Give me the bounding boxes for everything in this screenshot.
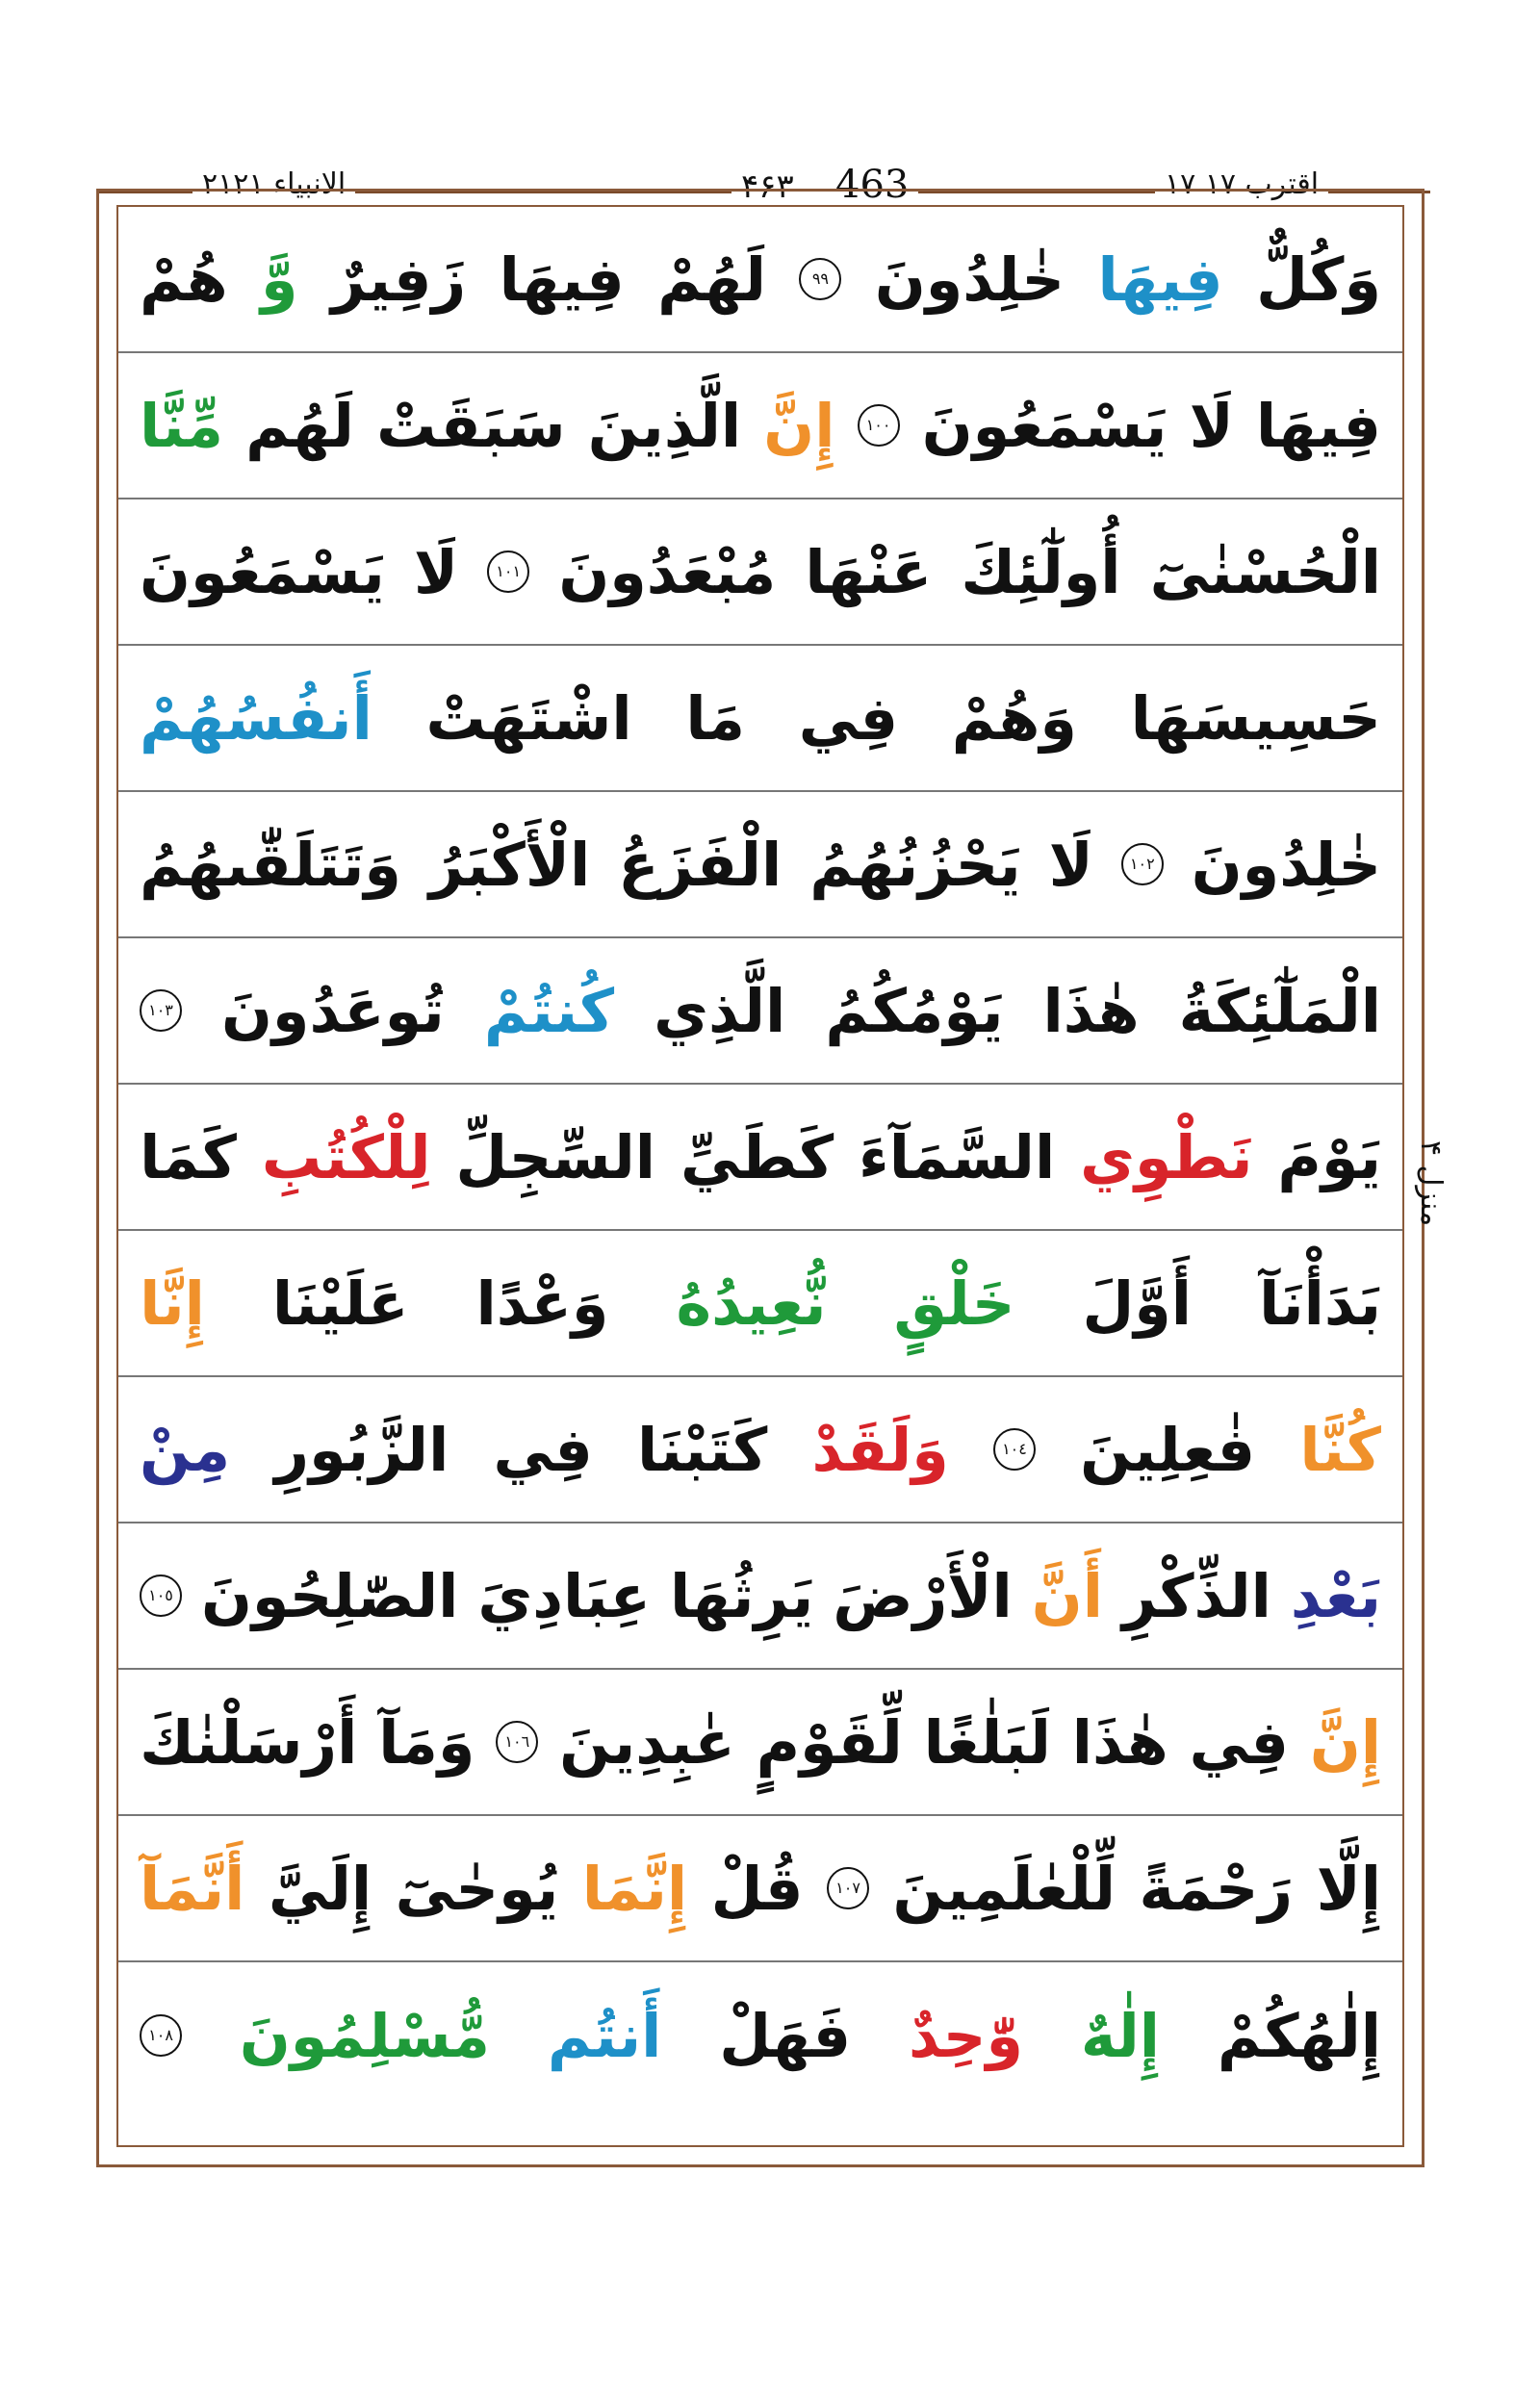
verse-word: وَعْدًا	[475, 1267, 609, 1339]
verse-word: نُّعِيدُهُ	[676, 1267, 827, 1339]
text-line	[118, 1377, 1402, 1523]
text-line	[118, 1670, 1402, 1816]
ayah-number-marker: ١٠٠	[858, 404, 900, 447]
verse-word: خٰلِدُونَ	[1191, 829, 1381, 900]
verse-word: مِّنَّا	[140, 390, 223, 461]
ayah-number-marker: ١٠٤	[993, 1428, 1036, 1471]
verse-word: أَنفُسُهُمْ	[140, 682, 372, 754]
verse-word: الْحُسْنٰىٓ	[1149, 536, 1381, 607]
text-line	[118, 792, 1402, 938]
text-line	[118, 1523, 1402, 1670]
text-line	[118, 499, 1402, 646]
verse-word: فِي	[798, 682, 899, 754]
verse-word: مِنْ	[140, 1414, 231, 1485]
ayah-number-marker: ١٠٦	[496, 1721, 538, 1763]
verse-word: يَحْزُنُهُمُ	[809, 829, 1021, 900]
verse-word: يَسْمَعُونَ	[921, 390, 1168, 461]
ayah-number-marker: ١٠٧	[827, 1867, 869, 1909]
ayah-number-marker: ٩٩	[799, 258, 841, 300]
verse-word: رَحْمَةً	[1139, 1853, 1294, 1924]
verse-word: الَّذِينَ	[587, 390, 742, 461]
verse-word: إِلَيَّ	[268, 1853, 372, 1924]
page-frame	[96, 189, 1424, 2167]
verse-word: سَبَقَتْ	[376, 390, 566, 461]
verse-word: يَوْمُكُمُ	[825, 975, 1004, 1046]
text-line	[118, 1231, 1402, 1377]
text-area	[116, 205, 1404, 2147]
verse-word: أَنَّ	[1031, 1560, 1103, 1631]
verse-word: كَتَبْنَا	[637, 1414, 768, 1485]
verse-word: الْأَكْبَرُ	[428, 829, 591, 900]
verse-word: الْمَلٰٓئِكَةُ	[1178, 975, 1381, 1046]
verse-word: زَفِيرٌ	[331, 243, 467, 315]
ayah-number-marker: ١٠٨	[140, 2014, 182, 2057]
verse-word: إِلَّا	[1316, 1853, 1381, 1924]
page-number-latin: 463	[835, 163, 910, 207]
verse-word: لَهُم	[245, 390, 354, 461]
verse-word: فِيهَا	[499, 243, 625, 315]
verse-word: كَطَيِّ	[680, 1121, 834, 1192]
verse-word: لَهُمْ	[657, 243, 766, 315]
verse-word: إِنَّ	[763, 390, 835, 461]
verse-word: تُوعَدُونَ	[221, 975, 445, 1046]
verse-word: لِّقَوْمٍ	[756, 1706, 903, 1778]
text-line	[118, 353, 1402, 499]
ayah-number-marker: ١٠٥	[140, 1575, 182, 1617]
verse-word: هُمْ	[140, 243, 228, 315]
verse-word: لِّلْعٰلَمِينَ	[892, 1853, 1116, 1924]
verse-word: فَهَلْ	[719, 2000, 852, 2071]
verse-word: مَا	[685, 682, 746, 754]
text-line	[118, 1085, 1402, 1231]
verse-word: نَطْوِي	[1080, 1121, 1253, 1192]
verse-word: وَتَتَلَقّٰىهُمُ	[140, 829, 401, 900]
verse-word: مُبْعَدُونَ	[558, 536, 777, 607]
verse-word: حَسِيسَهَا	[1130, 682, 1381, 754]
ayah-number-marker: ١٠١	[487, 550, 529, 593]
verse-word: كُنَّا	[1299, 1414, 1381, 1485]
verse-word: عَلَيْنَا	[271, 1267, 409, 1339]
verse-word: كُنتُمْ	[483, 975, 615, 1046]
verse-word: لَا	[1048, 829, 1093, 900]
surah-name: ۲۱الانبیاء ۲۱	[192, 164, 355, 206]
page-number-arabic: ۴۶۳	[741, 167, 794, 206]
ayah-number-marker: ١٠٣	[140, 989, 182, 1032]
verse-word: فِي	[1189, 1706, 1289, 1778]
verse-word: وَكُلٌّ	[1256, 243, 1381, 315]
verse-word: الَّذِي	[654, 975, 786, 1046]
text-line	[118, 207, 1402, 353]
para-name: ۱۷ اقترب ۱۷	[1155, 164, 1328, 206]
verse-word: يَسْمَعُونَ	[140, 536, 385, 607]
verse-word: إِنَّا	[140, 1267, 205, 1339]
verse-word: يُوحٰىٓ	[395, 1853, 559, 1924]
verse-word: هٰذَا	[1042, 975, 1140, 1046]
verse-word: السِّجِلِّ	[455, 1121, 656, 1192]
verse-word: اشْتَهَتْ	[425, 682, 632, 754]
text-line	[118, 1962, 1402, 2109]
verse-word: إِلٰهُكُمْ	[1217, 2000, 1381, 2071]
verse-word: فِيهَا	[1255, 390, 1381, 461]
verse-word: لَبَلٰغًا	[923, 1706, 1051, 1778]
verse-word: خَلْقٍ	[893, 1267, 1015, 1339]
verse-word: الزَّبُورِ	[274, 1414, 449, 1485]
verse-word: بَعْدِ	[1290, 1560, 1381, 1631]
verse-word: عٰبِدِينَ	[559, 1706, 735, 1778]
verse-word: فٰعِلِينَ	[1080, 1414, 1256, 1485]
verse-word: عَنْهَا	[805, 536, 933, 607]
verse-word: فِيهَا	[1097, 243, 1223, 315]
verse-word: خٰلِدُونَ	[874, 243, 1065, 315]
verse-word: وَمَآ	[378, 1706, 475, 1778]
verse-word: أَرْسَلْنٰكَ	[140, 1706, 358, 1778]
verse-word: الذِّكْرِ	[1121, 1560, 1271, 1631]
text-line	[118, 938, 1402, 1085]
verse-word: أَوَّلَ	[1082, 1267, 1193, 1339]
verse-word: قُلْ	[710, 1853, 804, 1924]
verse-word: وَهُمْ	[951, 682, 1077, 754]
verse-word: أَنَّمَآ	[140, 1853, 245, 1924]
text-line	[118, 1816, 1402, 1962]
verse-word: أَنتُم	[547, 2000, 662, 2071]
verse-word: يَوْمَ	[1277, 1121, 1381, 1192]
verse-word: الصّٰلِحُونَ	[200, 1560, 459, 1631]
verse-word: الْأَرْضَ	[833, 1560, 1013, 1631]
verse-word: إِنَّ	[1309, 1706, 1381, 1778]
text-line	[118, 646, 1402, 792]
verse-word: لِلْكُتُبِ	[261, 1121, 431, 1192]
verse-word: إِلٰهٌ	[1080, 2000, 1160, 2071]
verse-word: لَا	[1189, 390, 1234, 461]
verse-word: الْفَزَعُ	[618, 829, 783, 900]
verse-word: فِي	[493, 1414, 593, 1485]
verse-word: وّٰحِدٌ	[908, 2000, 1023, 2071]
verse-word: بَدَأْنَآ	[1259, 1267, 1381, 1339]
verse-word: وَلَقَدْ	[811, 1414, 949, 1485]
verse-word: أُولٰٓئِكَ	[961, 536, 1121, 607]
verse-word: مُّسْلِمُونَ	[239, 2000, 491, 2071]
ayah-number-marker: ١٠٢	[1121, 843, 1164, 885]
verse-word: كَمَا	[140, 1121, 237, 1192]
verse-word: هٰذَا	[1071, 1706, 1168, 1778]
verse-word: لَا	[413, 536, 459, 607]
verse-word: عِبَادِيَ	[477, 1560, 651, 1631]
verse-word: وَّ	[261, 243, 298, 315]
verse-word: إِنَّمَا	[581, 1853, 688, 1924]
verse-word: يَرِثُهَا	[669, 1560, 814, 1631]
verse-word: السَّمَآءَ	[859, 1121, 1056, 1192]
manzil-label: منزل ۴	[1414, 1140, 1448, 1227]
